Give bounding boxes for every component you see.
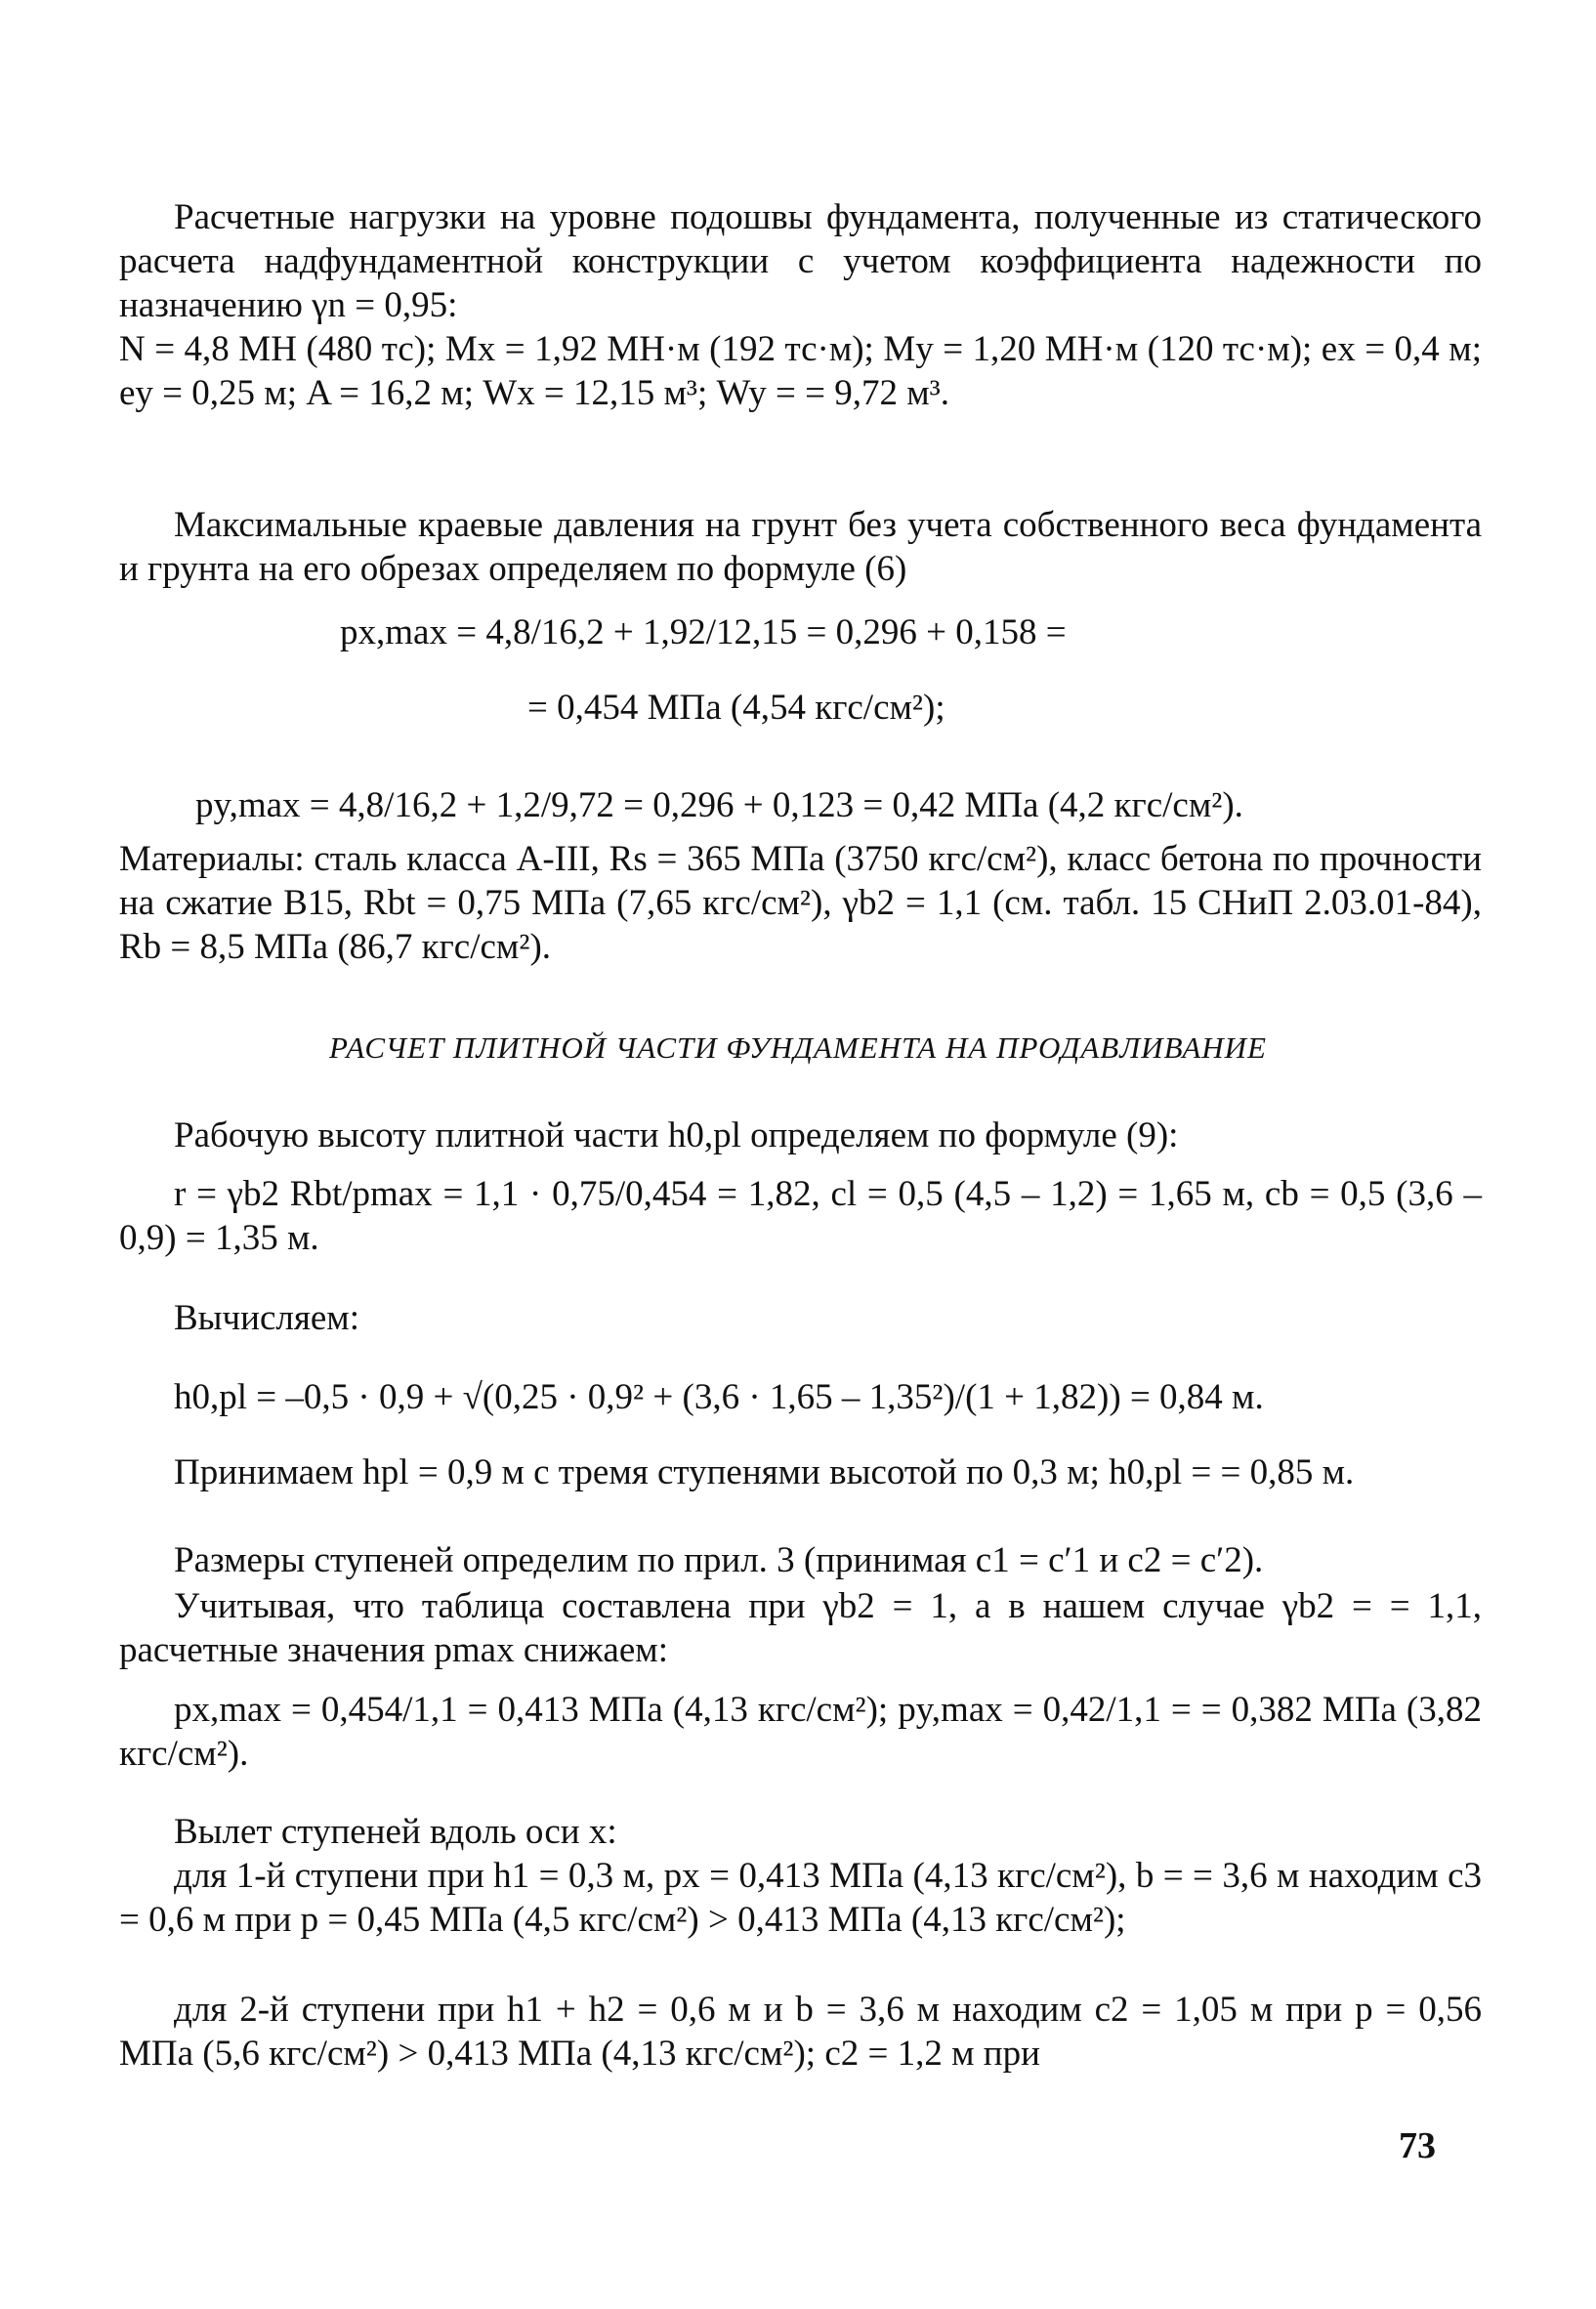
paragraph-first-step: для 1-й ступени при h1 = 0,3 м, px = 0,413 МПа (4,13 кгс/см²), b = = 3,6 м находим c3 = 0,6 м при p = 0,45 МПа (4,5 кгс/см²) > 0,413 МПа (4,13 кгс/см²);: [119, 1856, 1482, 1940]
paragraph-accept-hpl: Принимаем hpl = 0,9 м с тремя ступенями высотой по 0,3 м; h0,pl = = 0,85 м.: [174, 1452, 1355, 1492]
equation-px-max: px,max = 4,8/16,2 + 1,92/12,15 = 0,296 + 0,158 =: [340, 612, 1067, 652]
paragraph-load-values: N = 4,8 МН (480 тс); Mx = 1,92 МН·м (192 тс·м); My = 1,20 МН·м (120 тс·м); ex = 0,4 м; ey = 0,25 м; A = 16,2 м; Wx = 12,15 м³; Wy = = 9,72 м³.: [119, 329, 1482, 413]
page-number: 73: [1399, 2125, 1436, 2166]
paragraph-reduced-pressures: px,max = 0,454/1,1 = 0,413 МПа (4,13 кгс/см²); py,max = 0,42/1,1 = = 0,382 МПа (3,82 кгс/см²).: [119, 1690, 1482, 1774]
equation-px-max-result: = 0,454 МПа (4,54 кгс/см²);: [527, 688, 945, 728]
paragraph-max-edge-pressure: Максимальные краевые давления на грунт без учета собственного веса фундамента и грунта на его обрезах определяем по формуле (6): [119, 505, 1482, 589]
paragraph-reduce-pmax: Учитывая, что таблица составлена при γb2 = 1, а в нашем случае γb2 = = 1,1, расчетные значения pmax снижаем:: [119, 1586, 1482, 1670]
paragraph-working-height: Рабочую высоту плитной части h0,pl определяем по формуле (9):: [174, 1115, 1179, 1155]
paragraph-calculate: Вычисляем:: [174, 1298, 359, 1338]
paragraph-materials: Материалы: сталь класса А-III, Rs = 365 МПа (3750 кгс/см²), класс бетона по прочности на сжатие B15, Rbt = 0,75 МПа (7,65 кгс/см²), γb2 = 1,1 (см. табл. 15 СНиП 2.03.01-84), Rb = 8,5 МПа (86,7 кгс/см²).: [119, 839, 1482, 967]
equation-h0-pl: h0,pl = –0,5 · 0,9 + √(0,25 · 0,9² + (3,6 · 1,65 – 1,35²)/(1 + 1,82)) = 0,84 м.: [174, 1377, 1264, 1417]
paragraph-second-step: для 2-й ступени при h1 + h2 = 0,6 м и b = 3,6 м находим c2 = 1,05 м при p = 0,56 МПа (5,6 кгс/см²) > 0,413 МПа (4,13 кгс/см²); c2 = 1,2 м при: [119, 1990, 1482, 2074]
equation-py-max: py,max = 4,8/16,2 + 1,2/9,72 = 0,296 + 0,123 = 0,42 МПа (4,2 кгс/см²).: [195, 785, 1243, 825]
section-heading: РАСЧЕТ ПЛИТНОЙ ЧАСТИ ФУНДАМЕНТА НА ПРОДАВЛИВАНИЕ: [329, 1030, 1267, 1065]
paragraph-step-sizes: Размеры ступеней определим по прил. 3 (принимая c1 = c′1 и c2 = c′2).: [174, 1540, 1264, 1580]
paragraph-step-overhang: Вылет ступеней вдоль оси x:: [174, 1812, 617, 1852]
paragraph-design-loads: Расчетные нагрузки на уровне подошвы фундамента, полученные из статического расчета надфундаментной конструкции с учетом коэффициента надежности по назначению γn = 0,95:: [119, 197, 1482, 325]
paragraph-r-cl-cb: r = γb2 Rbt/pmax = 1,1 · 0,75/0,454 = 1,82, cl = 0,5 (4,5 – 1,2) = 1,65 м, cb = 0,5 (3,6 – 0,9) = 1,35 м.: [119, 1174, 1482, 1258]
